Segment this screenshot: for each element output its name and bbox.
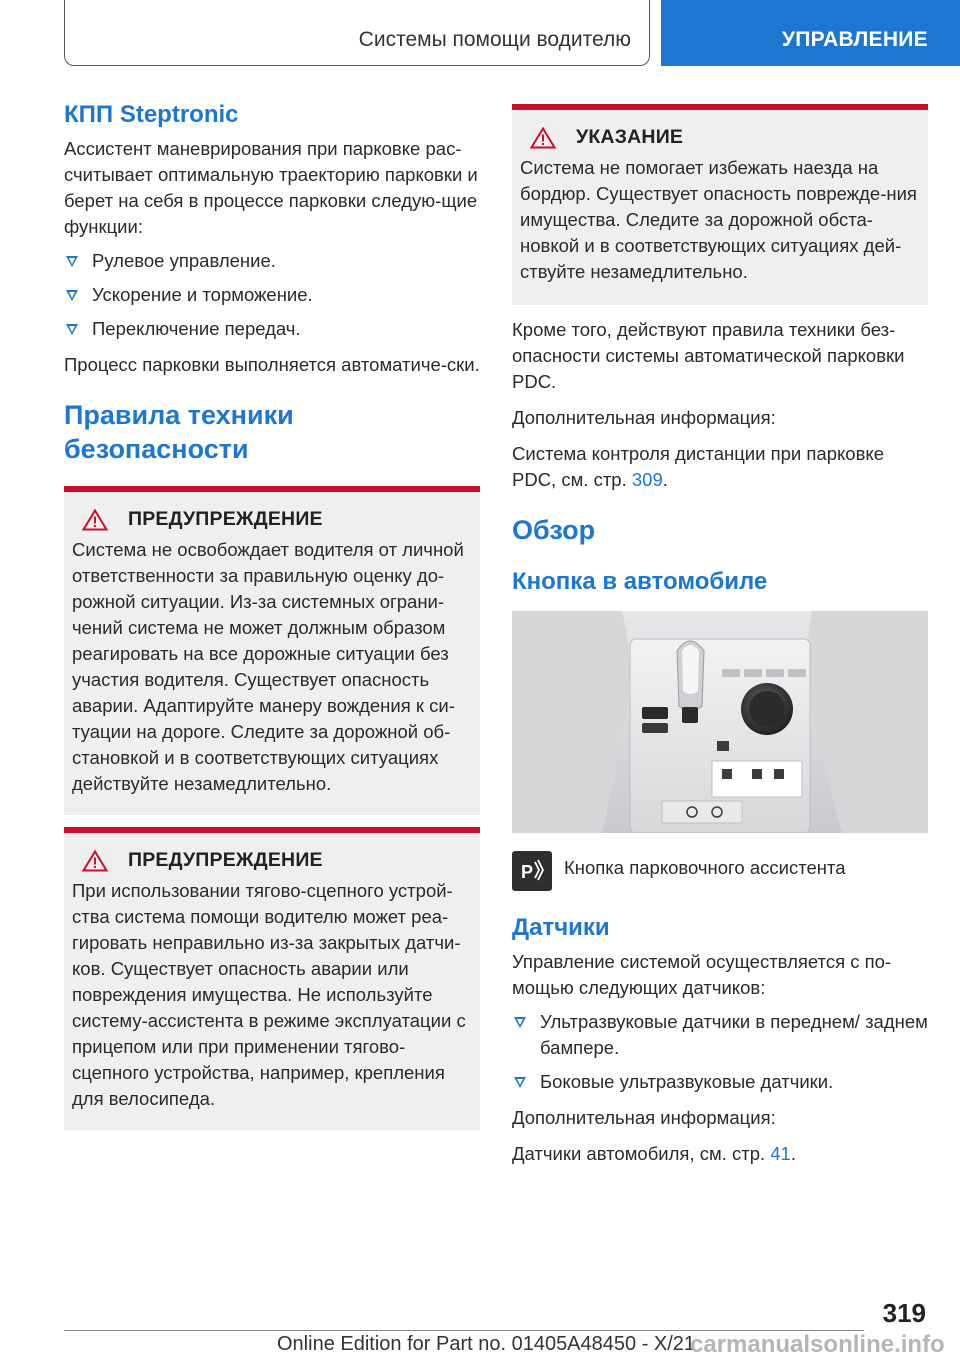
- header-section-tab: [64, 0, 650, 66]
- more-info-label: Дополнительная информация:: [512, 407, 776, 428]
- button-heading: Кнопка в автомобиле: [512, 568, 768, 595]
- auto-parking-text: Процесс парковки выполняется автоматиче-ски.: [64, 354, 480, 375]
- sensors-heading: Датчики: [512, 914, 610, 941]
- warning-title: ПРЕДУПРЕЖДЕНИЕ: [128, 508, 323, 530]
- header-section-title: Системы помощи водителю: [358, 28, 631, 51]
- right-column: [512, 100, 928, 1167]
- safety-heading: Правила техники безопасности: [64, 400, 294, 464]
- list-item: Ускорение и торможение.: [64, 282, 480, 308]
- warning-triangle-icon: [82, 850, 108, 872]
- edition-text: Online Edition for Part no. 01405A48450 - X/21: [277, 1333, 696, 1355]
- function-list: [64, 248, 480, 342]
- notice-title: УКАЗАНИЕ: [576, 126, 684, 148]
- pdc-reference: Система контроля дистанции при парковке PDC, см. стр. 309.: [512, 443, 884, 490]
- sensors-intro: Управление системой осуществляется с по-мощью следующих датчиков:: [512, 951, 892, 998]
- sensors-reference: Датчики автомобиля, см. стр. 41.: [512, 1143, 796, 1164]
- list-item: Боковые ультразвуковые датчики.: [512, 1069, 928, 1095]
- center-console-illustration: [512, 611, 928, 833]
- warning-title: ПРЕДУПРЕЖДЕНИЕ: [128, 849, 323, 871]
- header-chapter-title: УПРАВЛЕНИЕ: [781, 28, 928, 51]
- console-photo: [512, 611, 928, 833]
- header-chapter-tab: [661, 0, 960, 66]
- list-item: Рулевое управление.: [64, 248, 480, 274]
- notice-triangle-icon: [530, 127, 556, 149]
- warning-text: При использовании тягово-сцепного устрой-ства система помощи водителю может реа-гировать неправильно из-за закрытых датчи-ков. Существует опасность аварии или повреждения имущества. Не используйте систему-ассистента в режиме эксплуатации с прицепом или при применении тягово-сцепного устройства, например, крепления для велосипеда.: [72, 880, 466, 1109]
- notice-text: Система не помогает избежать наезда на бордюр. Существует опасность поврежде-ния имущества. Следите за дорожной обста-новкой и в соответствующих ситуациях дей-ствуйте незамедлительно.: [520, 157, 917, 282]
- warning-box-1: [64, 486, 480, 815]
- warning-triangle-icon: [82, 509, 108, 531]
- parking-assistant-button-icon: [512, 851, 552, 891]
- warning-box-2: [64, 827, 480, 1130]
- triangle-bullet-icon: [66, 256, 78, 267]
- steptronic-heading: КПП Steptronic: [64, 101, 239, 128]
- list-item: Переключение передач.: [64, 316, 480, 342]
- page-link-309[interactable]: 309: [631, 469, 663, 490]
- pdc-safety-text: Кроме того, действуют правила техники без-опасности системы автоматической парковки PDC.: [512, 319, 905, 392]
- sensor-list: [512, 1009, 928, 1095]
- triangle-bullet-icon: [514, 1077, 526, 1088]
- page-number: 319: [882, 1298, 926, 1328]
- triangle-bullet-icon: [66, 290, 78, 301]
- list-item: Ультразвуковые датчики в переднем/ заднем бампере.: [512, 1009, 928, 1061]
- watermark: carmanualsonline.info: [690, 1331, 945, 1358]
- more-info-label: Дополнительная информация:: [512, 1107, 776, 1128]
- overview-heading: Обзор: [512, 515, 596, 545]
- warning-text: Система не освобождает водителя от личной ответственности за правильную оценку до-рожной ситуации. Из-за системных ограни-чений система не может должным образом реагировать на все дорожные ситуации без участия водителя. Существует опасность аварии. Адаптируйте манеру вождения к си-туации на дороге. Следите за дорожной об-становкой и в соответствующих ситуациях действуйте незамедлительно.: [72, 539, 464, 794]
- svg-text:P: P: [521, 862, 534, 882]
- triangle-bullet-icon: [514, 1017, 526, 1028]
- caption-text: Кнопка парковочного ассистента: [564, 857, 846, 878]
- steptronic-intro: Ассистент маневрирования при парковке рас-считывает оптимальную траекторию парковки и берет на себя в процессе парковки следую-щие функции:: [64, 138, 478, 237]
- triangle-bullet-icon: [66, 324, 78, 335]
- left-column: [64, 100, 480, 1130]
- page-link-41[interactable]: 41: [770, 1143, 791, 1164]
- figure-caption: [512, 851, 928, 891]
- notice-box: [512, 104, 928, 305]
